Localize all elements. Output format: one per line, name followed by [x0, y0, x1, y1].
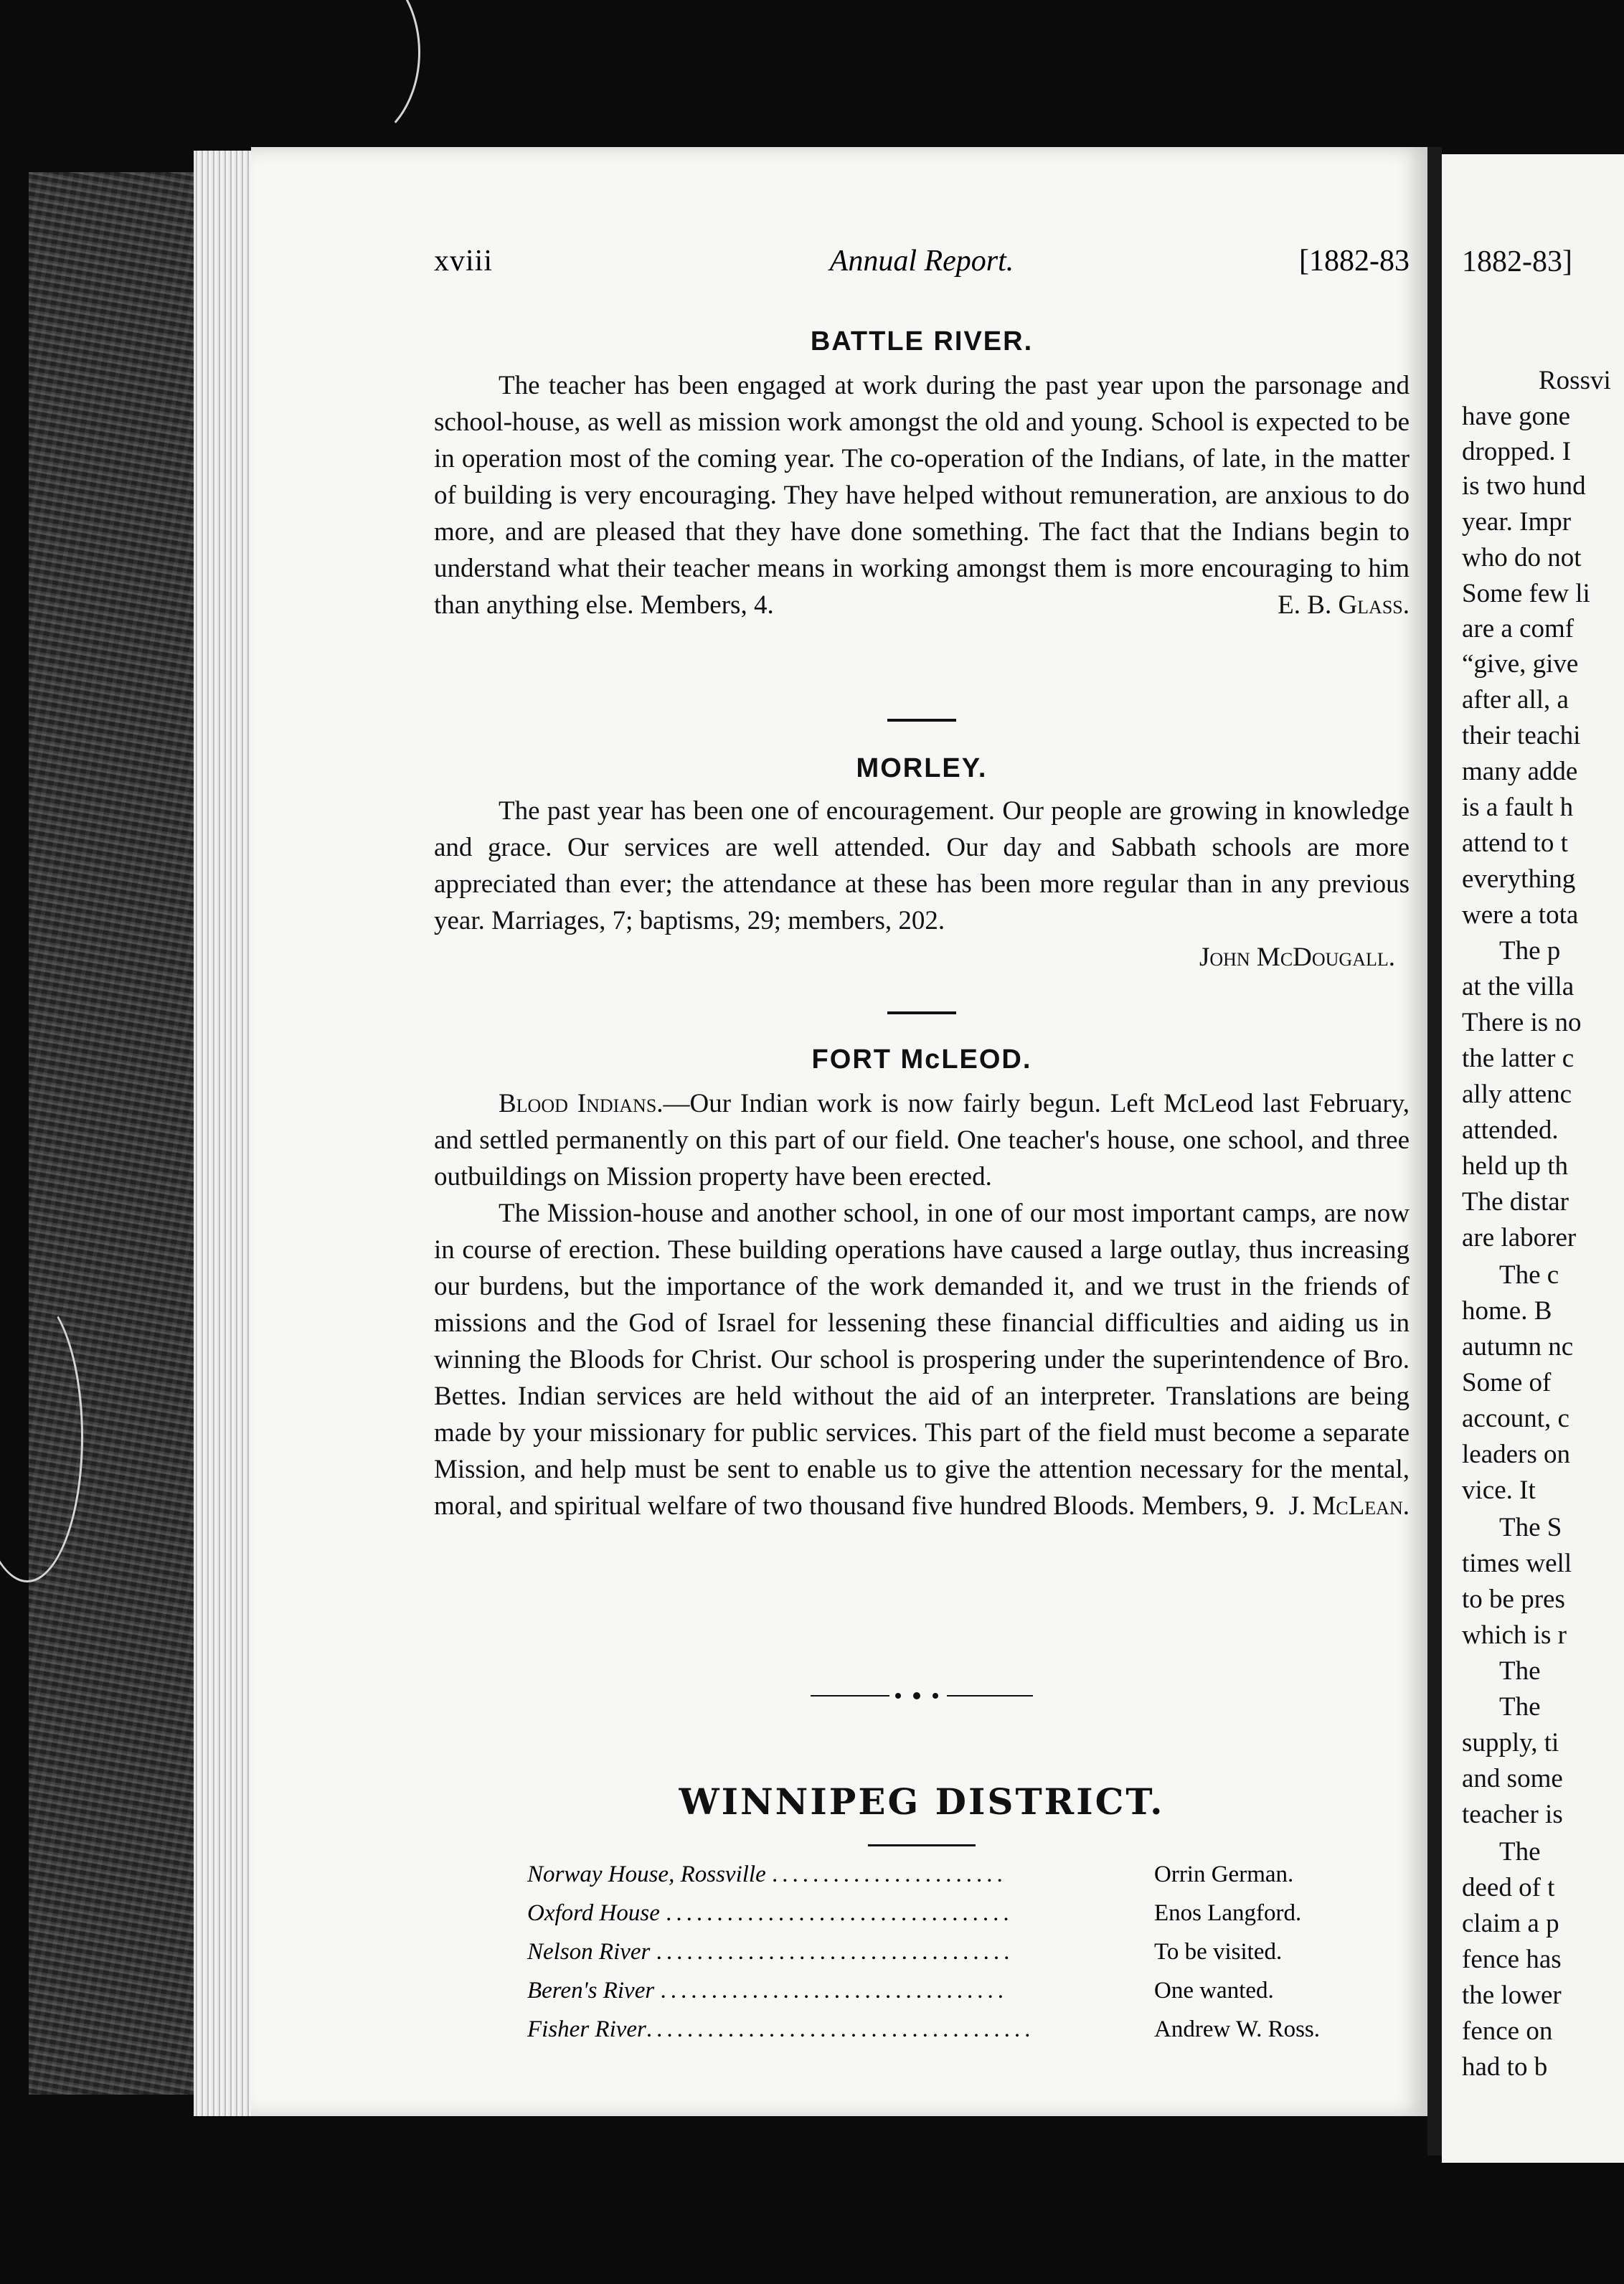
station-place [527, 1888, 1144, 1927]
dot-leader: ....................... [771, 1861, 1007, 1887]
place-name: Beren's River [527, 1978, 655, 2004]
station-person: Enos Langford. [1154, 1900, 1302, 1926]
station-row [527, 1927, 1320, 1966]
right-page-line: The c [1499, 1260, 1559, 1290]
station-person: Orrin German. [1154, 1861, 1294, 1887]
section-paragraph: The past year has been one of encouragement. Our people are growing in knowledge and grace. Our services are well attended. Our day and Sabbath schools are more appreciated than ever; the attendance at these has been more regular than in any previous year. Marriages, 7; baptisms, 29; members, 202. [434, 796, 1410, 935]
right-page-line: have gone [1462, 402, 1571, 431]
station-person: One wanted. [1154, 1978, 1274, 2004]
right-page-line: year. Impr [1462, 507, 1572, 537]
station-place [527, 1927, 1144, 1966]
fibre-strand [273, 0, 420, 148]
running-header [434, 244, 1410, 280]
right-page-line: The [1499, 1837, 1541, 1867]
year-range: [1882-83 [1299, 245, 1410, 278]
section-heading: BATTLE RIVER. [810, 326, 1034, 357]
section-divider [434, 719, 1410, 722]
section-paragraph: The teacher has been engaged at work during the past year upon the parsonage and school-house, as well as mission work amongst the old and young. School is expected to be in operation most of the coming year. The co-operation of the Indians, of late, in the matter of building is very encouraging. They have helped without remuneration, are anxious to do more, and are pleased that they have done something. The fact that the Indians begin to understand what their teacher means in working amongst them is more encouraging to him than anything else. Members, 4. [434, 371, 1410, 620]
right-page-line: their teachi [1462, 721, 1581, 750]
right-page-line: leaders on [1462, 1440, 1571, 1469]
right-page-line: deed of t [1462, 1873, 1555, 1902]
section-heading: MORLEY. [856, 753, 988, 783]
right-page-line: is a fault h [1462, 793, 1574, 822]
dot-leader: .................................. [660, 1978, 1008, 2004]
paragraph-text: —Our Indian work is now fairly begun. Left McLeod last February, and settled permanently on this part of our field. One teacher's house, one school, and three outbuildings on Mission property have been erected. [434, 1089, 1410, 1191]
station-person: To be visited. [1154, 1939, 1283, 1965]
place-name: Nelson River [527, 1939, 651, 1965]
right-page-line: are laborer [1462, 1223, 1577, 1252]
dot-leader: ................................... [656, 1939, 1014, 1965]
right-page-line: The p [1499, 936, 1561, 966]
right-page-line: at the villa [1462, 972, 1575, 1001]
station-place [527, 2004, 1144, 2043]
ornament-divider [434, 1691, 1410, 1701]
right-page-line: “give, give [1462, 649, 1579, 679]
lead-in: Blood Indians. [499, 1089, 664, 1118]
right-page-line: the lower [1462, 1981, 1562, 2010]
station-row [527, 1849, 1320, 1888]
book-page-stack [194, 151, 251, 2116]
right-page-line: is two hund [1462, 471, 1586, 501]
right-page-year: 1882-83] [1462, 245, 1572, 278]
dot-leader: .................................. [666, 1900, 1014, 1926]
station-row [527, 2004, 1320, 2043]
book-edge-marbled [29, 172, 194, 2095]
place-name: Fisher River [527, 2016, 646, 2042]
right-page-line: There is no [1462, 1008, 1582, 1037]
station-table [527, 1849, 1320, 2043]
right-page-line: ally attenc [1462, 1080, 1572, 1109]
district-section [434, 1780, 1410, 1846]
section-battle-river [434, 326, 1410, 623]
right-page-line: teacher is [1462, 1800, 1563, 1829]
right-page-line: Some of [1462, 1368, 1552, 1397]
right-page-line: Some few li [1462, 579, 1590, 608]
right-page-line: account, c [1462, 1404, 1569, 1433]
section-divider [434, 1011, 1410, 1014]
section-heading: FORT McLEOD. [811, 1044, 1032, 1075]
right-page-line: are a comf [1462, 614, 1575, 643]
station-row [527, 1966, 1320, 2004]
station-person: Andrew W. Ross. [1154, 2016, 1321, 2042]
book-gutter [1427, 147, 1442, 2156]
right-page-line: the latter c [1462, 1044, 1575, 1073]
right-page-line: claim a p [1462, 1909, 1559, 1938]
right-page-line: Rossvi [1539, 366, 1611, 395]
running-title: Annual Report. [829, 245, 1014, 278]
right-page-line: attend to t [1462, 829, 1568, 858]
district-heading: WINNIPEG DISTRICT. [679, 1780, 1165, 1823]
right-page-line: were a tota [1462, 900, 1579, 930]
page-folio: xviii [434, 245, 494, 278]
signature-name: E. B. Glass. [1278, 590, 1410, 620]
right-page-line: many adde [1462, 757, 1578, 786]
right-page-line: times well [1462, 1549, 1572, 1578]
right-page-line: The [1499, 1656, 1541, 1686]
signature-name: J. McLean. [1288, 1491, 1410, 1521]
right-page-line: fence has [1462, 1945, 1562, 1974]
right-page-line: autumn nc [1462, 1332, 1574, 1362]
section-signature [434, 939, 1395, 976]
station-list [527, 1849, 1320, 2043]
right-page-line: fence on [1462, 2016, 1553, 2046]
right-page-line: home. B [1462, 1296, 1552, 1326]
right-page-line: after all, a [1462, 685, 1569, 714]
station-row [527, 1888, 1320, 1927]
right-page-line: dropped. I [1462, 437, 1572, 466]
right-page-line: who do not [1462, 543, 1582, 572]
station-place [527, 1849, 1144, 1888]
right-page-line: which is r [1462, 1620, 1567, 1650]
right-page-line: The S [1499, 1513, 1562, 1542]
right-page-line: to be pres [1462, 1585, 1565, 1614]
section-fort-mcleod [434, 1044, 1410, 1524]
right-page-line: and some [1462, 1764, 1563, 1793]
section-paragraph [434, 1085, 1410, 1195]
right-page-line: supply, ti [1462, 1728, 1559, 1757]
place-name: Norway House, Rossville [527, 1861, 766, 1887]
section-paragraph: The Mission-house and another school, in one of our most important camps, are now in course of erection. These building operations have caused a large outlay, thus increasing our burdens, but the importance of the work demanded it, and we trust in the friends of missions and the God of Israel for lessening these financial difficulties and aiding us in winning the Bloods for Christ. Our school is prospering under the superintendence of Bro. Bettes. Indian services are held without the aid of an interpreter. Translations are being made by your missionary for public services. This part of the field must become a separate Mission, and help must be sent to enable us to give the attention necessary for the mental, moral, and spiritual welfare of two thousand five hundred Bloods. Members, 9. [434, 1199, 1410, 1521]
place-name: Oxford House [527, 1900, 660, 1926]
right-page-line: everything [1462, 864, 1576, 894]
section-morley [434, 753, 1410, 976]
signature-name: John McDougall. [1199, 943, 1395, 972]
right-page-line: had to b [1462, 2052, 1548, 2082]
right-page-line: The distar [1462, 1187, 1569, 1217]
right-page-line: held up th [1462, 1151, 1568, 1181]
dot-leader: ...................................... [646, 2016, 1035, 2042]
right-page-line: The [1499, 1692, 1541, 1722]
right-page-line: attended. [1462, 1115, 1559, 1145]
station-place [527, 1966, 1144, 2004]
right-page-line: vice. It [1462, 1476, 1536, 1505]
